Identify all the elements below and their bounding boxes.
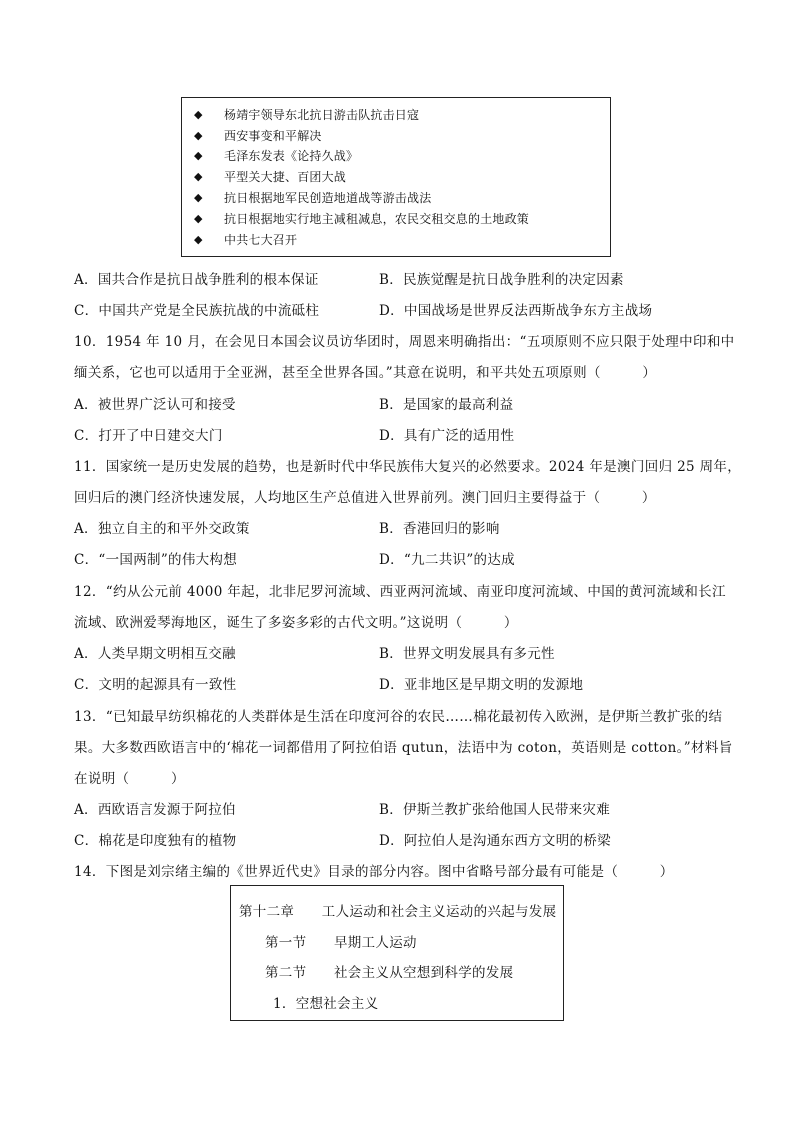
q11-option-d[interactable]: D．“九二共识”的达成: [379, 552, 515, 568]
diamond-bullet-icon: ◆: [194, 191, 203, 205]
bullet-text: 西安事变和平解决: [224, 128, 322, 143]
q13-stem-line-3: 在说明（ ）: [74, 771, 185, 787]
bullet-item: [194, 146, 610, 167]
bullet-item: [194, 187, 610, 208]
q10-option-a[interactable]: A．被世界广泛认可和接受: [74, 397, 236, 413]
bullet-item: [194, 208, 610, 229]
q11-option-c[interactable]: C．“一国两制”的伟大构想: [74, 552, 238, 568]
diamond-bullet-icon: ◆: [194, 170, 203, 184]
bullet-text: 杨靖宇领导东北抗日游击队抗击日寇: [224, 107, 420, 122]
q10-option-c[interactable]: C．打开了中日建交大门: [74, 428, 223, 444]
bullet-text: 毛泽东发表《论持久战》: [224, 149, 359, 164]
bullet-text: 平型关大捷、百团大战: [224, 170, 347, 185]
q12-options-row-2: [74, 673, 734, 693]
q13-option-d[interactable]: D．阿拉伯人是沟通东西方文明的桥梁: [379, 833, 611, 849]
q9-option-d[interactable]: D．中国战场是世界反法西斯战争东方主战场: [379, 303, 653, 319]
table-of-contents-box: [230, 885, 564, 1021]
q12-stem-line-1: 12．“约从公元前 4000 年起，北非尼罗河流域、西亚两河流域、南亚印度河流域、中国的黄河流域和长江: [74, 584, 726, 600]
diamond-bullet-icon: ◆: [194, 107, 203, 121]
q10-stem-line-2: 缅关系，它也可以适用于全亚洲，甚至全世界各国。”其意在说明，和平共处五项原则（ ）: [74, 365, 657, 381]
q10-options-row-2: [74, 424, 734, 444]
toc-section-2: 第二节 社会主义从空想到科学的发展: [265, 965, 514, 981]
q11-stem-line-1: 11．国家统一是历史发展的趋势，也是新时代中华民族伟大复兴的必然要求。2024 年是澳门回归 25 周年，: [74, 459, 742, 475]
q12-option-b[interactable]: B．世界文明发展具有多元性: [379, 646, 555, 662]
bullet-item: [194, 229, 610, 250]
q12-option-a[interactable]: A．人类早期文明相互交融: [74, 646, 236, 662]
bullet-item: [194, 166, 610, 187]
bullet-text: 抗日根据地军民创造地道战等游击战法: [224, 191, 432, 206]
diamond-bullet-icon: ◆: [194, 211, 203, 225]
q12-options-row-1: [74, 642, 734, 662]
q10-option-b[interactable]: B．是国家的最高利益: [379, 397, 514, 413]
q9-options-row-1: [74, 268, 734, 288]
event-list-box: [181, 97, 611, 257]
q11-option-a[interactable]: A．独立自主的和平外交政策: [74, 521, 250, 537]
diamond-bullet-icon: ◆: [194, 128, 203, 142]
q13-stem-line-2: 果。大多数西欧语言中的‘棉花一词都借用了阿拉伯语 qutun，法语中为 coton，英语则是 cotton。”材料旨: [74, 740, 733, 756]
q10-option-d[interactable]: D．具有广泛的适用性: [379, 428, 515, 444]
q11-stem-line-2: 回归后的澳门经济快速发展，人均地区生产总值进入世界前列。澳门回归主要得益于（ ）: [74, 490, 656, 506]
q13-options-row-1: [74, 798, 734, 818]
q9-option-a[interactable]: A．国共合作是抗日战争胜利的根本保证: [74, 272, 319, 288]
q13-option-b[interactable]: B．伊斯兰教扩张给他国人民带来灾难: [379, 802, 611, 818]
q11-option-b[interactable]: B．香港回归的影响: [379, 521, 500, 537]
q13-stem-line-1: 13．“已知最早纺织棉花的人类群体是生活在印度河谷的农民……棉花最初传入欧洲，是伊斯兰教扩张的结: [74, 709, 723, 725]
bullet-text: 抗日根据地实行地主减租减息，农民交租交息的土地政策: [224, 211, 530, 226]
q12-option-c[interactable]: C．文明的起源具有一致性: [74, 677, 237, 693]
q12-stem-line-2: 流域、欧洲爱琴海地区，诞生了多姿多彩的古代文明。”这说明（ ）: [74, 615, 518, 631]
q11-options-row-2: [74, 548, 734, 568]
diamond-bullet-icon: ◆: [194, 149, 203, 163]
bullet-item: [194, 125, 610, 146]
q10-stem-line-1: 10．1954 年 10 月，在会见日本国会议员访华团时，周恩来明确指出：“五项原则不应只限于处理中印和中: [74, 334, 735, 350]
q14-stem-line-1: 14．下图是刘宗绪主编的《世界近代史》目录的部分内容。图中省略号部分最有可能是（ ）: [74, 864, 674, 880]
diamond-bullet-icon: ◆: [194, 232, 203, 246]
q13-option-c[interactable]: C．棉花是印度独有的植物: [74, 833, 237, 849]
q9-option-b[interactable]: B．民族觉醒是抗日战争胜利的决定因素: [379, 272, 624, 288]
toc-item-1: 1．空想社会主义: [273, 996, 379, 1012]
toc-section-1: 第一节 早期工人运动: [265, 935, 417, 951]
q10-options-row-1: [74, 393, 734, 413]
q9-option-c[interactable]: C．中国共产党是全民族抗战的中流砥柱: [74, 303, 320, 319]
bullet-item: [194, 104, 610, 125]
q12-option-d[interactable]: D．亚非地区是早期文明的发源地: [379, 677, 584, 693]
toc-chapter: 第十二章 工人运动和社会主义运动的兴起与发展: [239, 904, 557, 920]
q13-options-row-2: [74, 829, 734, 849]
bullet-text: 中共七大召开: [224, 232, 298, 247]
q9-options-row-2: [74, 299, 734, 319]
q13-option-a[interactable]: A．西欧语言发源于阿拉伯: [74, 802, 236, 818]
q11-options-row-1: [74, 517, 734, 537]
